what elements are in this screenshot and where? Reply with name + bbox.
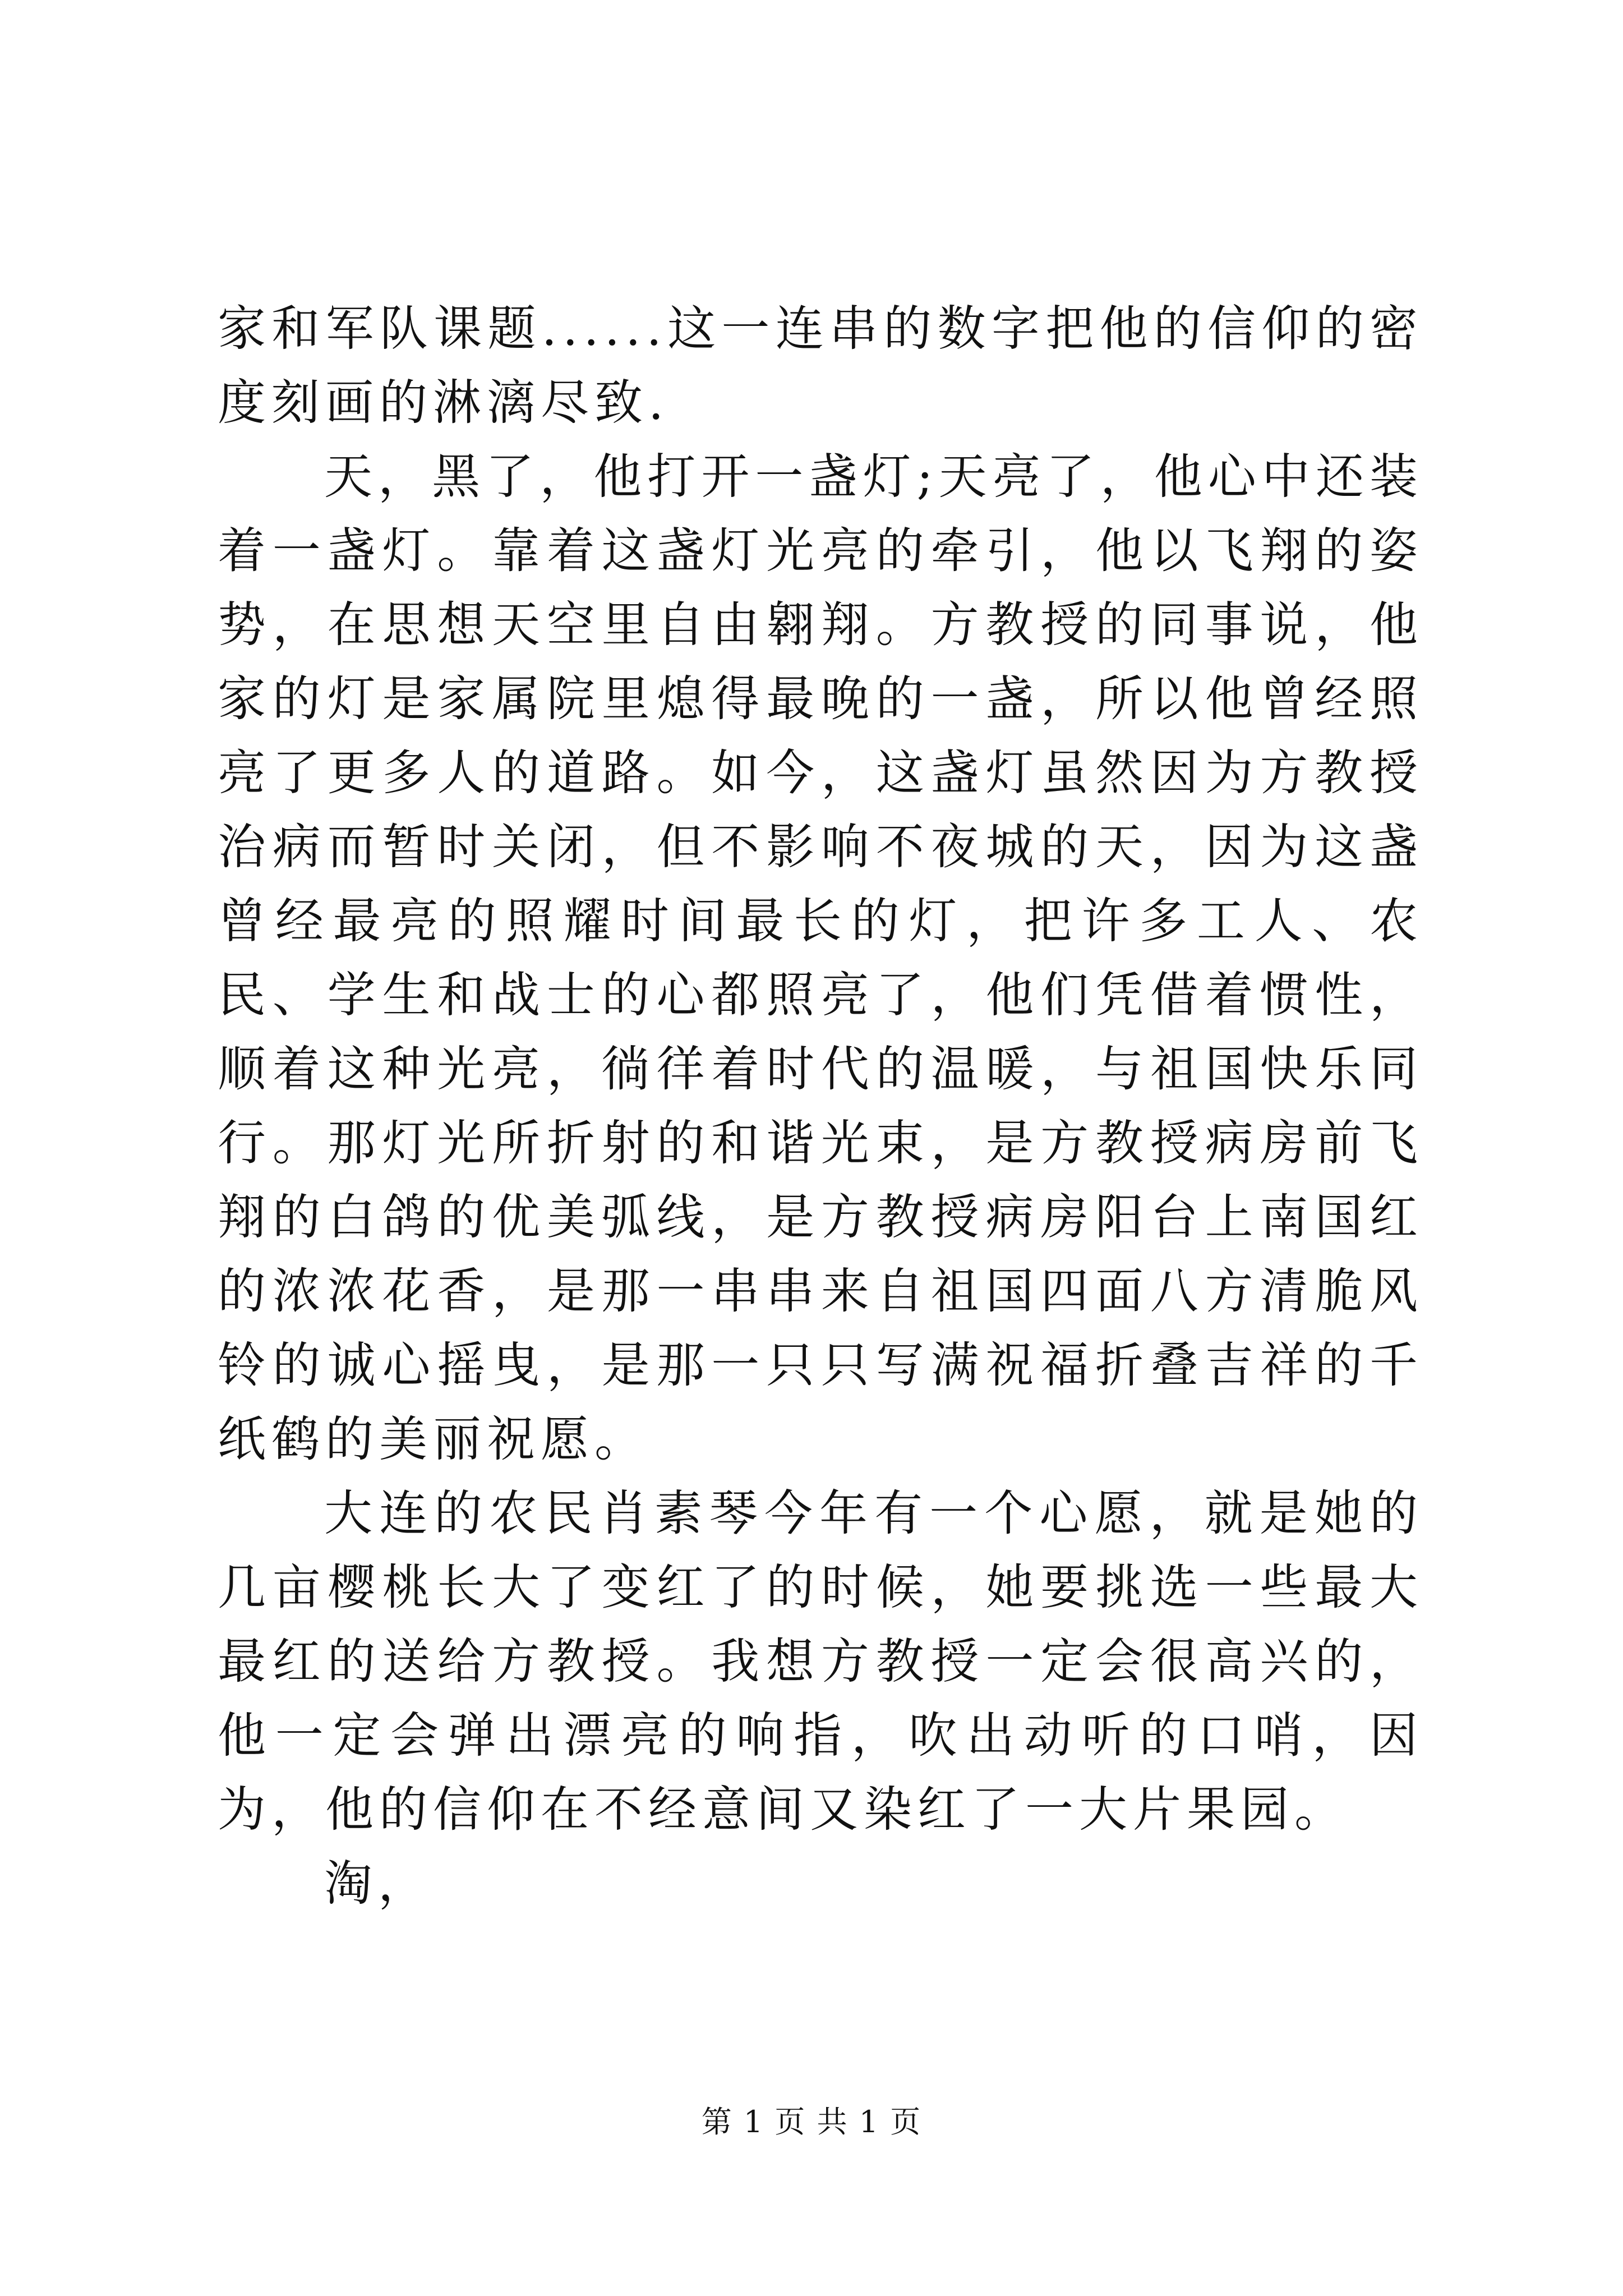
paragraph-cherries: 大连的农民肖素琴今年有一个心愿，就是她的几亩樱桃长大了变红了的时候，她要挑选一些最大最红的送给方教授。我想方教授一定会很高兴的，他一定会弹出漂亮的响指，吹出动听的口哨，因为，他的信仰在不经意间又染红了一大片果园。 [218,1485,1423,1838]
paragraph-fragment: 淘， [324,1856,432,1912]
paragraph-continuation: 家和军队课题......这一连串的数字把他的信仰的密度刻画的淋漓尽致. [218,301,1423,431]
page-number-footer: 第 1 页 共 1 页 [701,2104,922,2139]
paragraph-lamp: 天，黑了，他打开一盏灯;天亮了，他心中还装着一盏灯。靠着这盏灯光亮的牵引，他以飞翔的姿势，在思想天空里自由翱翔。方教授的同事说，他家的灯是家属院里熄得最晚的一盏，所以他曾经照亮了更多人的道路。如今，这盏灯虽然因为方教授治病而暂时关闭，但不影响不夜城的天，因为这盏曾经最亮的照耀时间最长的灯，把许多工人、农民、学生和战士的心都照亮了，他们凭借着惯性，顺着这种光亮，徜徉着时代的温暖，与祖国快乐同行。那灯光所折射的和谐光束，是方教授病房前飞翔的白鸽的优美弧线，是方教授病房阳台上南国红的浓浓花香，是那一串串来自祖国四面八方清脆风铃的诚心摇曳，是那一只只写满祝福折叠吉祥的千纸鹤的美丽祝愿。 [218,449,1423,1467]
document-body [218,292,1423,1921]
